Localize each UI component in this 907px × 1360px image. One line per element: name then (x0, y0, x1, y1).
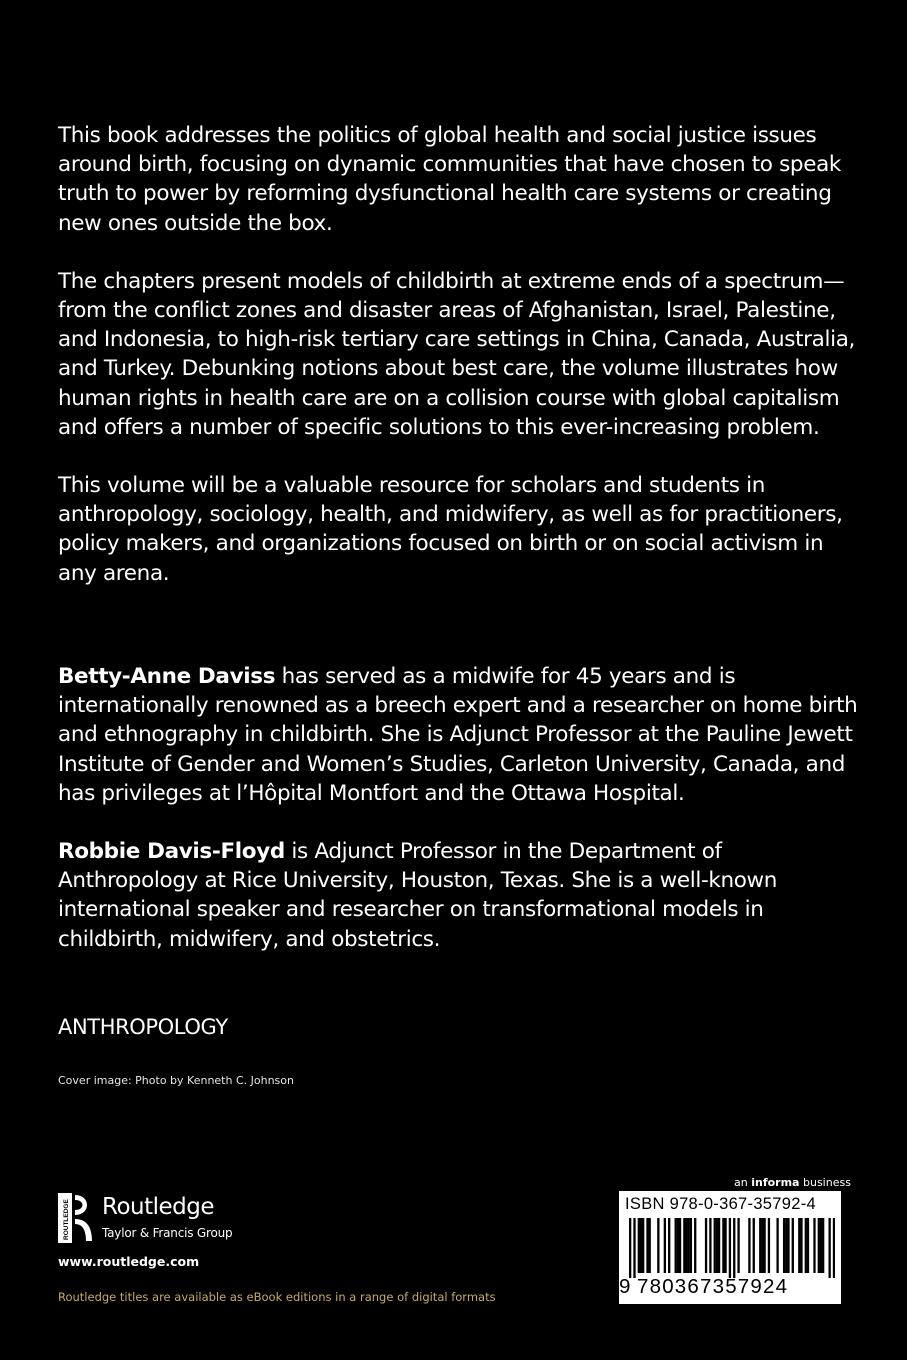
barcode-bar (785, 1218, 787, 1273)
barcode-bar (722, 1218, 724, 1273)
barcode-bar (646, 1218, 648, 1273)
logo-mark-text: ROUTLEDGE (63, 1199, 70, 1240)
barcode-bar (805, 1218, 807, 1273)
barcode-bar (633, 1218, 635, 1278)
isbn-label: ISBN 978-0-367-35792-4 (625, 1195, 816, 1213)
author-bio-1 (58, 662, 858, 808)
barcode-bar (685, 1218, 687, 1273)
barcode-bar (668, 1218, 670, 1273)
barcode-bar (753, 1218, 755, 1273)
barcode-bar (820, 1218, 822, 1273)
barcode-bar (640, 1218, 642, 1273)
cover-image-credit: Cover image: Photo by Kenneth C. Johnson (58, 1074, 294, 1087)
ebook-note: Routledge titles are available as eBook editions in a range of digital formats (58, 1290, 496, 1304)
barcode-bar (733, 1218, 735, 1278)
barcode-bar (683, 1218, 685, 1273)
barcode-bar (768, 1218, 770, 1273)
author-bio-text-2: is Adjunct Professor in the Department of Anthropology at Rice University, Houston, Texas. She is a well-known international speaker and researcher on transformational models in childbirth, midwifery, and obstetrics. (58, 839, 778, 952)
barcode-panel (619, 1191, 841, 1304)
publisher-url[interactable]: www.routledge.com (58, 1254, 200, 1269)
barcode-bar (787, 1218, 789, 1273)
publisher-group: Taylor & Francis Group (102, 1226, 233, 1240)
author-bio-2 (58, 837, 858, 954)
author-name-2: Robbie Davis-Floyd (58, 839, 285, 865)
barcode-bar (800, 1218, 802, 1273)
barcode-bar (664, 1218, 666, 1273)
barcode-bar (718, 1218, 720, 1273)
barcode-bar (675, 1218, 677, 1273)
barcode-bar (690, 1218, 692, 1273)
blurb-paragraph-2: The chapters present models of childbirth at extreme ends of a spectrum—from the conflict zones and disaster areas of Afghanistan, Israel, Palestine, and Indonesia, to high-risk tertiary care settings in China, Canada, Australia, and Turkey. Debunking notions about best care, the volume illustrates how human rights in health care are on a collision course with global capitalism and offers a number of specific solutions to this ever-increasing problem. (58, 268, 856, 440)
barcode-bar (776, 1218, 778, 1273)
blurb (58, 121, 858, 617)
barcode-icon (629, 1218, 835, 1278)
barcode-bar (642, 1218, 644, 1273)
barcode-bar (737, 1218, 739, 1273)
barcode-bar (813, 1218, 815, 1273)
barcode-bar (729, 1218, 731, 1278)
barcode-bar (629, 1218, 631, 1278)
barcode-bar (705, 1218, 707, 1273)
barcode-bar (807, 1218, 809, 1273)
author-name-1: Betty-Anne Daviss (58, 664, 276, 689)
barcode-bar (792, 1218, 794, 1273)
barcode-bar (688, 1218, 690, 1273)
blurb-paragraph-1: This book addresses the politics of global health and social justice issues around birth, focusing on dynamic communities that have chosen to speak truth to power by reforming dysfunctional health care systems or creating new ones outside the box. (58, 123, 842, 236)
barcode-lead-digit: 9 (619, 1275, 632, 1298)
routledge-logo-icon (58, 1193, 94, 1243)
publisher-logo (58, 1193, 258, 1243)
barcode-bar (748, 1218, 750, 1273)
barcode-bar (679, 1218, 681, 1273)
informa-prefix: an (734, 1176, 748, 1189)
barcode-bar (657, 1218, 659, 1273)
barcode-bar (714, 1218, 716, 1273)
publisher-name: Routledge (102, 1194, 215, 1220)
barcode-bar (716, 1218, 718, 1273)
barcode-bar (763, 1218, 765, 1273)
barcode-bar (828, 1218, 830, 1278)
informa-name: informa (751, 1176, 800, 1189)
barcode-bar (724, 1218, 726, 1273)
barcode-bar (818, 1218, 820, 1273)
barcode-bar (649, 1218, 651, 1273)
barcode-bar (833, 1218, 835, 1278)
barcode-bar (694, 1218, 696, 1273)
barcode-bar (783, 1218, 785, 1273)
barcode-bar (759, 1218, 761, 1273)
blurb-paragraph-3: This volume will be a valuable resource for scholars and students in anthropology, sociology, health, and midwifery, as well as for practitioners, policy makers, and organizations focused on birth or on social activism in any arena. (58, 473, 843, 586)
author-bios (58, 662, 858, 983)
barcode-bar (822, 1218, 824, 1273)
barcode-bar (761, 1218, 763, 1273)
barcode-digits: 780367357924 (637, 1275, 789, 1298)
barcode-bar (638, 1218, 640, 1273)
subject-category: ANTHROPOLOGY (58, 1015, 228, 1039)
author-bio-text-1: has served as a midwife for 45 years and is internationally renowned as a breech expert and a researcher on home birth and ethnography in childbirth. She is Adjunct Professor at the Pauline Jewett Institute of Gender and Women’s Studies, Carleton University, Canada, and has privileges at l’Hôpital Montfort and the Ottawa Hospital. (58, 664, 858, 806)
barcode-bar (677, 1218, 679, 1273)
informa-suffix: business (802, 1176, 851, 1189)
barcode-bar (798, 1218, 800, 1273)
informa-tagline (734, 1176, 851, 1189)
barcode-bar (709, 1218, 711, 1273)
